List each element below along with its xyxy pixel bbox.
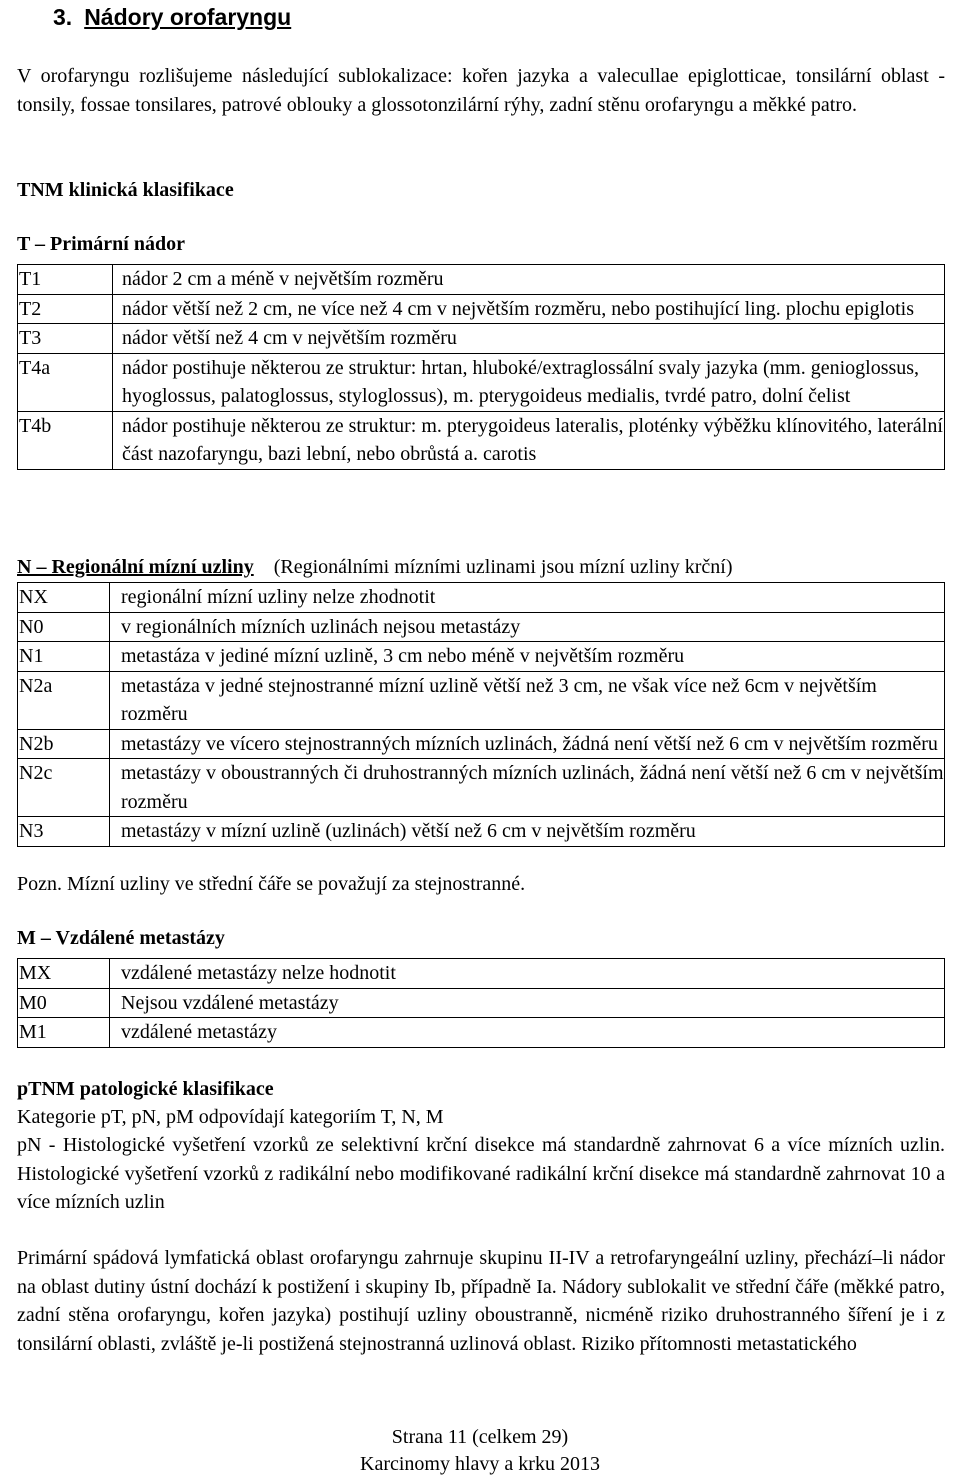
t-row-description: nádor postihuje některou ze struktur: m. pterygoideus lateralis, ploténky výběžku klínovitého, laterální část nazofaryngu, bazi lební, nebo obrůstá a. carotis (113, 411, 945, 469)
n-row-code: N2c (18, 759, 110, 817)
m-section-heading: M – Vzdálené metastázy (17, 927, 225, 949)
footer-page-number: Strana 11 (celkem 29) (391, 1426, 569, 1448)
n-classification-table (17, 582, 945, 847)
ptnm-heading: pTNM patologické klasifikace (17, 1078, 274, 1100)
n-row-description: regionální mízní uzliny nelze zhodnotit (110, 583, 945, 613)
t-row (18, 294, 945, 324)
n-row-description: metastáza v jediné mízní uzlině, 3 cm nebo méně v největším rozměru (110, 642, 945, 672)
n-section-note: (Regionálními mízními uzlinami jsou mízní uzliny krční) (273, 556, 733, 578)
ptnm-line: Kategorie pT, pN, pM odpovídají kategoriím T, N, M (17, 1106, 444, 1128)
t-row (18, 411, 945, 469)
t-row (18, 265, 945, 295)
intro-block (17, 62, 945, 119)
t-row-description: nádor 2 cm a méně v největším rozměru (113, 265, 945, 295)
n-remark: Pozn. Mízní uzliny ve střední čáře se považují za stejnostranné. (17, 873, 526, 895)
ptnm-paragraph-block (17, 1131, 945, 1217)
intro-paragraph: V orofaryngu rozlišujeme následující sublokalizace: kořen jazyka a valecullae epiglotticae, tonsilární oblast - tonsily, fossae tonsilares, patrové oblouky a glossotonzilární rýhy, zadní stěnu orofaryngu a měkké patro. (17, 65, 945, 116)
t-row (18, 324, 945, 354)
n-row-code: N0 (18, 612, 110, 642)
t-row-code: T2 (18, 294, 113, 324)
n-section-heading-row (17, 553, 945, 582)
n-row (18, 612, 945, 642)
m-classification-table (17, 958, 945, 1048)
n-row-code: N3 (18, 817, 110, 847)
n-row (18, 759, 945, 817)
n-row-code: N1 (18, 642, 110, 672)
m-row-description: Nejsou vzdálené metastázy (110, 988, 945, 1018)
m-row (18, 1018, 945, 1048)
t-row-code: T3 (18, 324, 113, 354)
t-row-code: T1 (18, 265, 113, 295)
t-row-description: nádor větší než 4 cm v největším rozměru (113, 324, 945, 354)
m-row-code: M1 (18, 1018, 110, 1048)
n-row-description: metastázy v mízní uzlině (uzlinách) větší než 6 cm v největším rozměru (110, 817, 945, 847)
n-row (18, 817, 945, 847)
n-row (18, 671, 945, 729)
lymph-paragraph-block (17, 1244, 945, 1358)
chapter-title: Nádory orofaryngu (84, 4, 292, 30)
t-row (18, 353, 945, 411)
m-row-code: MX (18, 959, 110, 989)
n-row-description: v regionálních mízních uzlinách nejsou metastázy (110, 612, 945, 642)
ptnm-paragraph: pN - Histologické vyšetření vzorků ze selektivní krční disekce má standardně zahrnovat 6 a více mízních uzlin. Histologické vyšetření vzorků z radikální nebo modifikované radikální krční disekce má standardně zahrnovat 10 a více mízních uzlin (17, 1134, 945, 1213)
chapter-number: 3. (53, 4, 73, 30)
n-row (18, 583, 945, 613)
n-row-description: metastázy v oboustranných či druhostranných mízních uzlinách, žádná není větší než 6 cm v největším rozměru (110, 759, 945, 817)
m-row-description: vzdálené metastázy (110, 1018, 945, 1048)
t-classification-table (17, 264, 945, 470)
t-section-heading: T – Primární nádor (17, 233, 185, 255)
n-section-heading: N – Regionální mízní uzliny (17, 556, 254, 578)
n-row (18, 642, 945, 672)
n-row (18, 729, 945, 759)
t-row-code: T4a (18, 353, 113, 411)
n-row-code: N2b (18, 729, 110, 759)
t-row-code: T4b (18, 411, 113, 469)
t-row-description: nádor postihuje některou ze struktur: hrtan, hluboké/extraglossální svaly jazyka (mm. genioglossus, hyoglossus, palatoglossus, styloglossus), m. pterygoideus medialis, tvrdé patro, dolní čelist (113, 353, 945, 411)
n-row-code: N2a (18, 671, 110, 729)
n-row-description: metastázy ve vícero stejnostranných mízních uzlinách, žádná není větší než 6 cm v největším rozměru (110, 729, 945, 759)
chapter-heading (53, 2, 291, 32)
n-row-description: metastáza v jedné stejnostranné mízní uzlině větší než 3 cm, ne však více než 6cm v největším rozměru (110, 671, 945, 729)
footer-doc-title: Karcinomy hlavy a krku 2013 (360, 1453, 600, 1475)
m-row (18, 988, 945, 1018)
t-row-description: nádor větší než 2 cm, ne více než 4 cm v největším rozměru, nebo postihující ling. plochu epiglotis (113, 294, 945, 324)
n-row-code: NX (18, 583, 110, 613)
m-row-description: vzdálené metastázy nelze hodnotit (110, 959, 945, 989)
footer (0, 1424, 960, 1478)
m-row-code: M0 (18, 988, 110, 1018)
lymph-paragraph: Primární spádová lymfatická oblast orofaryngu zahrnuje skupinu II-IV a retrofaryngeální uzliny, přechází–li nádor na oblast dutiny ústní dochází k postižení i skupiny Ib, případně Ia. Nádory sublokalit ve střední čáře (měkké patro, zadní stěna orofaryngu, kořen jazyka) postihují uzliny oboustranně, nicméně riziko druhostranného šíření je i z tonsilární oblasti, zvláště je-li postižená stejnostranná uzlinová oblast. Riziko přítomnosti metastatického (17, 1247, 945, 1355)
m-row (18, 959, 945, 989)
tnm-heading: TNM klinická klasifikace (17, 179, 234, 201)
